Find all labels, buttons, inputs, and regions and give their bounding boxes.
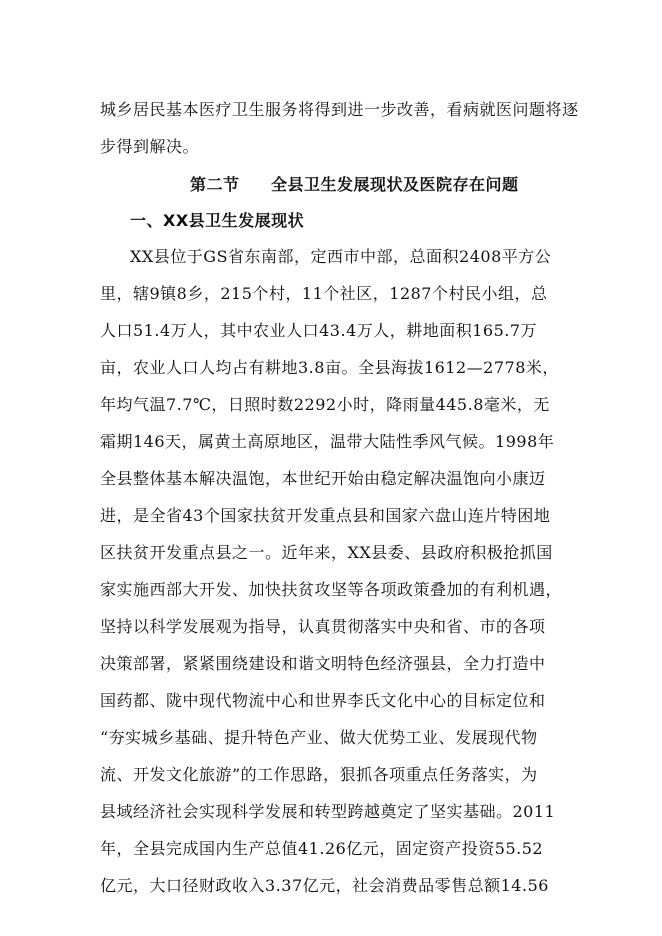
body-line: 全县整体基本解决温饱，本世纪开始由稳定解决温饱向小康迈 [100, 469, 546, 488]
body-line: 人口51.4万人，其中农业人口43.4万人，耕地面积165.7万 [100, 321, 538, 340]
body-line: 进，是全省43个国家扶贫开发重点县和国家六盘山连片特困地 [100, 506, 551, 525]
body-line: 里，辖9镇8乡，215个村，11个社区，1287个村民小组，总 [100, 284, 548, 303]
intro-line-2: 步得到解决。 [100, 137, 200, 156]
subheading: 一、XX县卫生发展现状 [130, 211, 305, 230]
section-number: 第二节 [190, 175, 240, 194]
body-line: 家实施西部大开发、加快扶贫攻坚等各项政策叠加的有利机遇， [100, 580, 563, 599]
body-line: 年，全县完成国内生产总值41.26亿元，固定资产投资55.52 [100, 839, 544, 858]
body-line: 决策部署，紧紧围绕建设和谐文明特色经济强县，全力打造中 [100, 654, 546, 673]
intro-line-1: 城乡居民基本医疗卫生服务将得到进一步改善，看病就医问题将逐 [100, 100, 579, 119]
body-line: 年均气温7.7℃，日照时数2292小时，降雨量445.8毫米，无 [100, 395, 550, 414]
body-line: 县域经济社会实现科学发展和转型跨越奠定了坚实基础。2011 [100, 802, 556, 821]
body-line: 区扶贫开发重点县之一。近年来，XX县委、县政府积极抢抓国 [100, 543, 553, 562]
body-line: 霜期146天，属黄土高原地区，温带大陆性季风气候。1998年 [100, 432, 555, 451]
body-line: 流、开发文化旅游”的工作思路，狠抓各项重点任务落实，为 [100, 765, 538, 784]
body-line: XX县位于GS省东南部，定西市中部，总面积2408平方公 [130, 247, 552, 266]
body-line: 坚持以科学发展观为指导，认真贯彻落实中央和省、市的各项 [100, 617, 546, 636]
section-title: 全县卫生发展现状及医院存在问题 [271, 175, 519, 194]
body-line: 国药都、陇中现代物流中心和世界李氏文化中心的目标定位和 [100, 691, 546, 710]
body-line: 亩，农业人口人均占有耕地3.8亩。全县海拔1612—2778米， [100, 358, 559, 377]
body-line: “夯实城乡基础、提升特色产业、做大优势工业、发展现代物 [100, 728, 538, 747]
body-line: 亿元，大口径财政收入3.37亿元，社会消费品零售总额14.56 [100, 876, 549, 895]
